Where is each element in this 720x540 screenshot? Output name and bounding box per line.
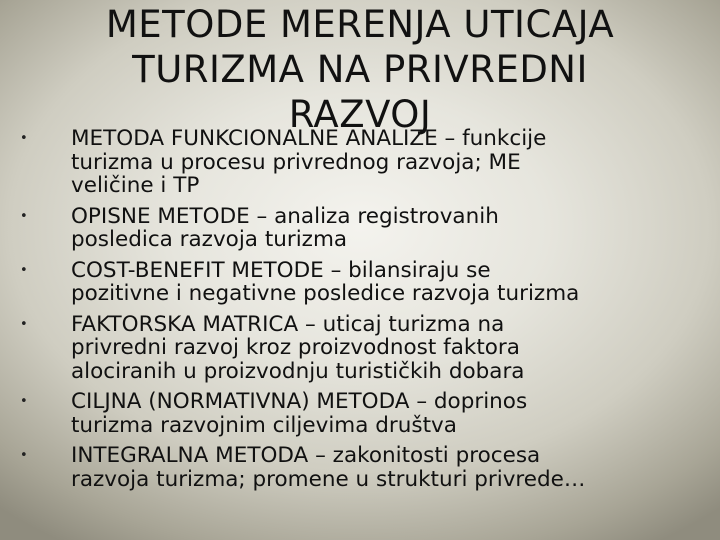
bullet-text-line: FAKTORSKA MATRICA – uticaj turizma na <box>71 311 505 337</box>
bullet-item <box>0 444 710 491</box>
bullet-text-line: METODA FUNKCIONALNE ANALIZE – funkcije <box>71 126 547 151</box>
bullet-text-line: INTEGRALNA METODA – zakonitosti procesa <box>71 443 541 468</box>
bullet-dot-icon: • <box>20 448 28 463</box>
bullet-dot-icon: • <box>20 131 28 146</box>
bullet-item <box>0 205 710 252</box>
bullet-text-line: pozitivne i negativne posledice razvoja turizma <box>71 281 580 306</box>
bullet-dot-icon: • <box>20 262 28 278</box>
bullet-list <box>0 127 710 498</box>
bullet-text-line: posledica razvoja turizma <box>71 227 348 252</box>
bullet-text-line: turizma razvojnim ciljevima društva <box>71 412 457 438</box>
bullet-item <box>0 390 710 437</box>
bullet-item <box>0 259 710 306</box>
bullet-dot-icon: • <box>20 208 28 224</box>
bullet-dot-icon: • <box>20 394 28 409</box>
bullet-text-line: OPISNE METODE – analiza registrovanih <box>71 203 499 229</box>
bullet-text-line: CILJNA (NORMATIVNA) METODA – doprinos <box>71 389 528 414</box>
bullet-text-line: veličine i TP <box>71 173 200 198</box>
bullet-text-line: alociranih u proizvodnju turističkih dobara <box>71 358 525 384</box>
bullet-text-line: COST-BENEFIT METODE – bilansiraju se <box>71 257 491 283</box>
title-line: RAZVOJ <box>288 93 432 136</box>
bullet-item <box>0 127 710 198</box>
slide-title <box>40 2 680 137</box>
bullet-item <box>0 313 710 384</box>
title-line: METODE MERENJA UTICAJA <box>105 3 615 46</box>
bullet-text-line: razvoja turizma; promene u strukturi privrede… <box>71 466 586 492</box>
bullet-text-line: turizma u procesu privrednog razvoja; ME <box>71 149 521 175</box>
bullet-text-line: privredni razvoj kroz proizvodnost faktora <box>71 335 520 360</box>
bullet-dot-icon: • <box>20 316 28 332</box>
title-line: TURIZMA NA PRIVREDNI <box>132 48 588 91</box>
